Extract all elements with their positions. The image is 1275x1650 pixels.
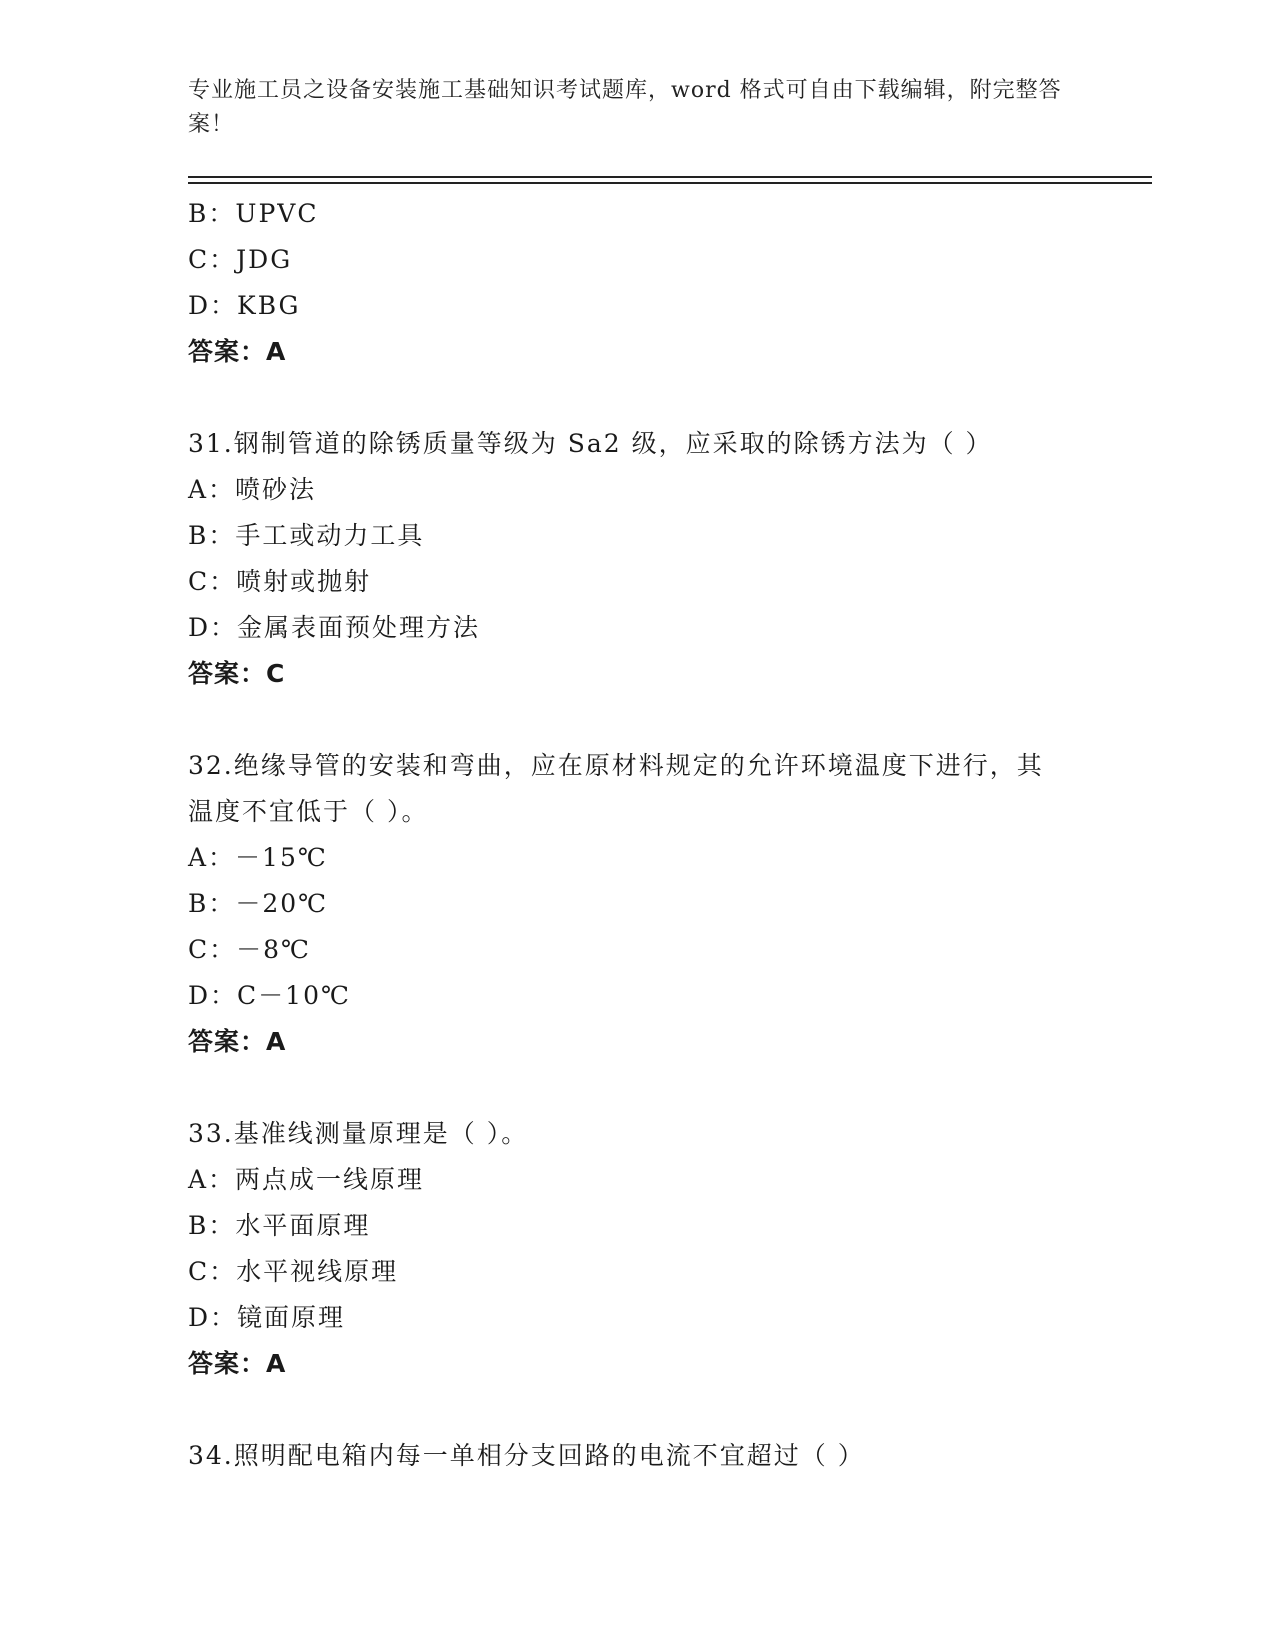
option-d: D：C－10℃ — [188, 981, 351, 1010]
question-stem: 31.钢制管道的除锈质量等级为 Sa2 级，应采取的除锈方法为（ ） — [188, 429, 993, 458]
answer-line: 答案：A — [188, 1027, 287, 1056]
question-stem: 34.照明配电箱内每一单相分支回路的电流不宜超过（ ） — [188, 1441, 865, 1470]
question-stem: 32.绝缘导管的安装和弯曲，应在原材料规定的允许环境温度下进行，其温度不宜低于（ ）。 — [188, 751, 1044, 826]
page-header: 专业施工员之设备安装施工基础知识考试题库，word 格式可自由下载编辑，附完整答案！ — [188, 78, 1062, 137]
option-d: D：金属表面预处理方法 — [188, 613, 481, 642]
option-a: A：喷砂法 — [188, 475, 317, 504]
option-b: B：UPVC — [188, 199, 319, 228]
option-b: B：水平面原理 — [188, 1211, 371, 1240]
option-d: D：KBG — [188, 291, 301, 320]
option-c: C：喷射或抛射 — [188, 567, 372, 596]
option-c: C：水平视线原理 — [188, 1257, 399, 1286]
option-c: C：－8℃ — [188, 935, 312, 964]
answer-line: 答案：C — [188, 659, 286, 688]
option-b: B：手工或动力工具 — [188, 521, 425, 550]
option-c: C：JDG — [188, 245, 293, 274]
option-d: D：镜面原理 — [188, 1303, 346, 1332]
option-a: A：两点成一线原理 — [188, 1165, 425, 1194]
option-a: A：－15℃ — [188, 843, 328, 872]
header-rule — [188, 176, 1152, 178]
header-rule — [188, 182, 1152, 184]
answer-line: 答案：A — [188, 1349, 287, 1378]
option-b: B：－20℃ — [188, 889, 329, 918]
question-list — [188, 191, 1152, 1479]
answer-line: 答案：A — [188, 337, 287, 366]
question-stem: 33.基准线测量原理是（ ）。 — [188, 1119, 529, 1148]
